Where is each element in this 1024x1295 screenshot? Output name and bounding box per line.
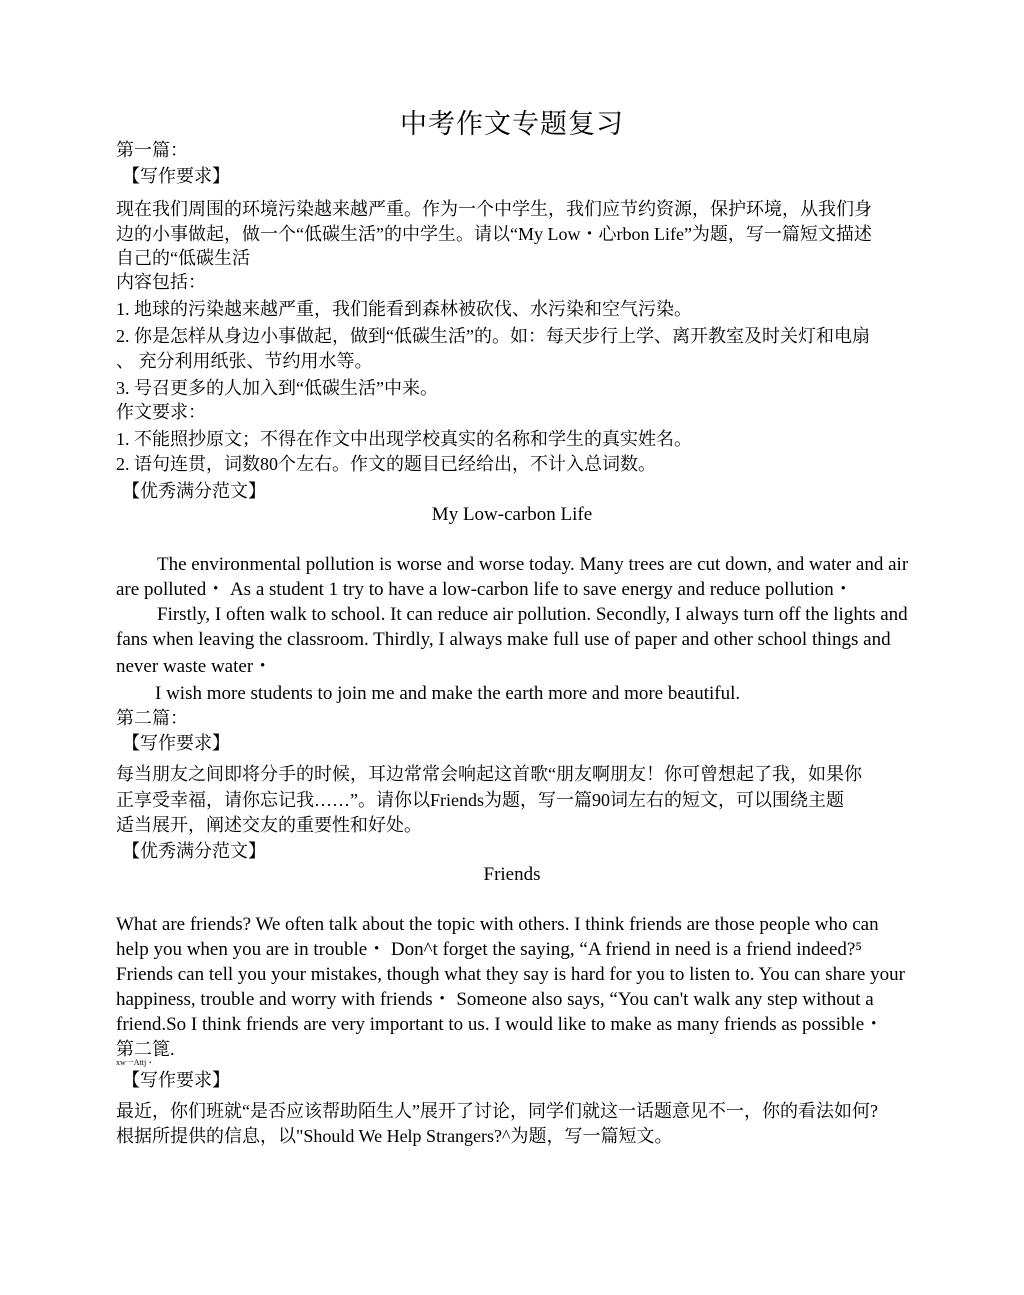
section-2-sample-title: Friends: [483, 864, 541, 885]
section-1-requirement-line-1: 现在我们周围的环境污染越来越严重。作为一个中学生，我们应节约资源，保护环境，从我们身: [116, 199, 872, 219]
document-title: 中考作文专题复习: [400, 109, 624, 139]
section-3-subscript-note: xw一Attj・: [116, 1058, 155, 1067]
section-1-sample-title: My Low-carbon Life: [431, 504, 593, 525]
section-2-sample-tag: 【优秀满分范文】: [122, 841, 266, 861]
section-2-requirement-line-3: 适当展开，阐述交友的重要性和好处。: [116, 815, 422, 835]
section-1-point-3: 3. 号召更多的人加入到“低碳生活”中来。: [116, 378, 438, 398]
section-1-content-label: 内容包括：: [116, 272, 206, 292]
section-1-paragraph-1-line-1: The environmental pollution is worse and worse today. Many trees are cut down, and water and air: [157, 554, 909, 575]
section-1-requirement-line-2: 边的小事做起，做一个“低碳生活”的中学生。请以“My Low・心rbon Life”为题，写一篇短文描述: [116, 224, 872, 244]
section-2-paragraph-line-2: help you when you are in trouble・ Don^t forget the saying, “A friend in need is a friend indeed?⁵: [116, 939, 862, 960]
section-2-requirement-line-2: 正享受幸福，请你忘记我……”。请你以Friends为题，写一篇90词左右的短文，可以围绕主题: [116, 790, 844, 810]
section-1-requirement-line-3: 自己的“低碳生活: [116, 248, 250, 268]
section-1-point-2: 2. 你是怎样从身边小事做起，做到“低碳生活”的。如：每天步行上学、离开教室及时关灯和电扇: [116, 326, 870, 346]
section-2-heading: 第二篇：: [116, 708, 188, 728]
section-1-heading: 第一篇：: [116, 140, 188, 160]
section-1-paragraph-2-line-2: fans when leaving the classroom. Thirdly, I always make full use of paper and other school things and: [116, 629, 891, 650]
section-3-heading: 第二篦.: [116, 1039, 175, 1059]
section-1-essay-requirement-1: 1. 不能照抄原文；不得在作文中出现学校真实的名称和学生的真实姓名。: [116, 429, 692, 449]
section-2-paragraph-line-3: Friends can tell you your mistakes, though what they say is hard for you to listen to. You can share your: [116, 964, 905, 985]
section-1-point-2-continued: 、 充分利用纸张、节约用水等。: [116, 351, 373, 371]
section-1-essay-requirement-2: 2. 语句连贯，词数80个左右。作文的题目已经给出，不计入总词数。: [116, 454, 656, 474]
section-1-essay-requirement-label: 作文要求：: [116, 402, 206, 422]
section-1-point-1: 1. 地球的污染越来越严重，我们能看到森林被砍伐、水污染和空气污染。: [116, 299, 692, 319]
section-2-requirement-line-1: 每当朋友之间即将分手的时候，耳边常常会响起这首歌“朋友啊朋友！你可曾想起了我，如果你: [116, 764, 862, 784]
section-3-requirement-tag: 【写作要求】: [122, 1070, 230, 1090]
section-2-paragraph-line-1: What are friends? We often talk about the topic with others. I think friends are those people who can: [116, 914, 879, 935]
section-1-paragraph-3: I wish more students to join me and make the earth more and more beautiful.: [155, 683, 741, 704]
section-2-requirement-tag: 【写作要求】: [122, 733, 230, 753]
section-2-paragraph-line-5: friend.So I think friends are very important to us. I would like to make as many friends as possible・: [116, 1014, 884, 1035]
section-1-paragraph-2-line-3: never waste water・: [116, 656, 273, 677]
section-3-requirement-line-1: 最近，你们班就“是否应该帮助陌生人”展开了讨论，同学们就这一话题意见不一，你的看法如何?: [116, 1101, 878, 1121]
section-1-paragraph-2-line-1: Firstly, I often walk to school. It can reduce air pollution. Secondly, I always turn off the lights and: [157, 604, 908, 625]
section-1-requirement-tag: 【写作要求】: [122, 166, 230, 186]
section-1-sample-tag: 【优秀满分范文】: [122, 481, 266, 501]
section-3-requirement-line-2: 根据所提供的信息，以"Should We Help Strangers?^为题，写一篇短文。: [116, 1126, 673, 1146]
section-1-paragraph-1-line-2: are polluted・ As a student 1 try to have a low-carbon life to save energy and reduce pollution・: [116, 579, 853, 600]
section-2-paragraph-line-4: happiness, trouble and worry with friends・ Someone also says, “You can't walk any step without a: [116, 989, 874, 1010]
